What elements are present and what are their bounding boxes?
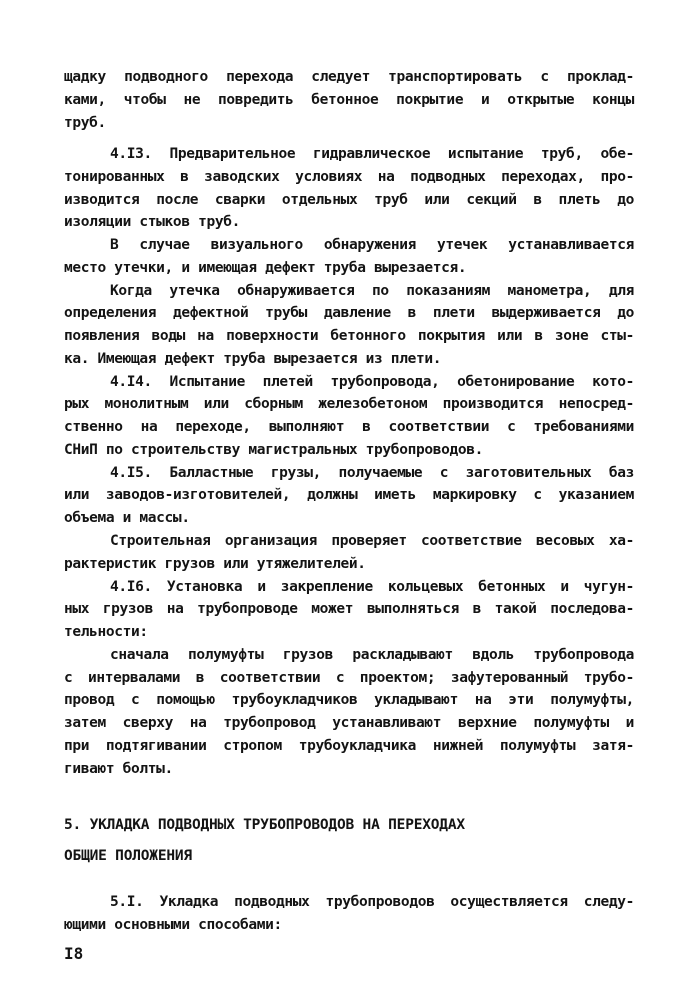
text-line: место утечки, и имеющая дефект труба вырезается. bbox=[64, 260, 467, 276]
text-line: провод с помощью трубоукладчиков укладывают на эти полумуфты, bbox=[64, 692, 634, 708]
text-line: Строительная организация проверяет соответствие весовых ха- bbox=[110, 533, 634, 549]
text-line: определения дефектной трубы давление в плети выдерживается до bbox=[64, 305, 634, 321]
text-line: изводится после сварки отдельных труб или секций в плеть до bbox=[64, 192, 634, 208]
text-line: или заводов-изготовителей, должны иметь маркировку с указанием bbox=[64, 487, 634, 503]
text-line: объема и массы. bbox=[64, 510, 190, 526]
text-line: труб. bbox=[64, 115, 106, 131]
text-line: при подтягивании стропом трубоукладчика нижней полумуфты затя- bbox=[64, 738, 634, 754]
paragraph-4-13-line: 4.I3. Предварительное гидравлическое испытание труб, обе- bbox=[110, 146, 634, 162]
text-line: ющими основными способами: bbox=[64, 917, 282, 933]
paragraph-4-14-line: 4.I4. Испытание плетей трубопровода, обетонирование кото- bbox=[110, 374, 634, 390]
text-line: затем сверху на трубопровод устанавливают верхние полумуфты и bbox=[64, 715, 634, 731]
text-line: СНиП по строительству магистральных трубопроводов. bbox=[64, 442, 483, 458]
text-line: В случае визуального обнаружения утечек устанавливается bbox=[110, 237, 634, 253]
paragraph-5-1-line: 5.I. Укладка подводных трубопроводов осуществляется следу- bbox=[110, 894, 634, 910]
text-line: гивают болты. bbox=[64, 761, 173, 777]
paragraph-4-15-line: 4.I5. Балластные грузы, получаемые с заготовительных баз bbox=[110, 465, 634, 481]
text-line: изоляции стыков труб. bbox=[64, 214, 240, 230]
text-line: тельности: bbox=[64, 624, 148, 640]
text-line: ных грузов на трубопроводе может выполняться в такой последова- bbox=[64, 601, 634, 617]
text-line: щадку подводного перехода следует транспортировать с проклад- bbox=[64, 69, 634, 85]
text-line: Когда утечка обнаруживается по показаниям манометра, для bbox=[110, 283, 634, 299]
text-line: ственно на переходе, выполняют в соответствии с требованиями bbox=[64, 419, 634, 435]
text-line: ками, чтобы не повредить бетонное покрытие и открытые концы bbox=[64, 92, 634, 108]
page-number: I8 bbox=[64, 944, 84, 963]
section-subtitle: ОБЩИЕ ПОЛОЖЕНИЯ bbox=[64, 848, 192, 864]
text-line: ка. Имеющая дефект труба вырезается из плети. bbox=[64, 351, 442, 367]
text-line: рактеристик грузов или утяжелителей. bbox=[64, 556, 366, 572]
text-line: сначала полумуфты грузов раскладывают вдоль трубопровода bbox=[110, 647, 634, 663]
text-line: тонированных в заводских условиях на подводных переходах, про- bbox=[64, 169, 634, 185]
section-title: 5. УКЛАДКА ПОДВОДНЫХ ТРУБОПРОВОДОВ НА ПЕРЕХОДАХ bbox=[64, 817, 465, 833]
text-line: рых монолитным или сборным железобетоном производится непосред- bbox=[64, 396, 634, 412]
paragraph-4-16-line: 4.I6. Установка и закрепление кольцевых бетонных и чугун- bbox=[110, 579, 634, 595]
text-line: появления воды на поверхности бетонного покрытия или в зоне сты- bbox=[64, 328, 634, 344]
text-line: с интервалами в соответствии с проектом; зафутерованный трубо- bbox=[64, 670, 634, 686]
